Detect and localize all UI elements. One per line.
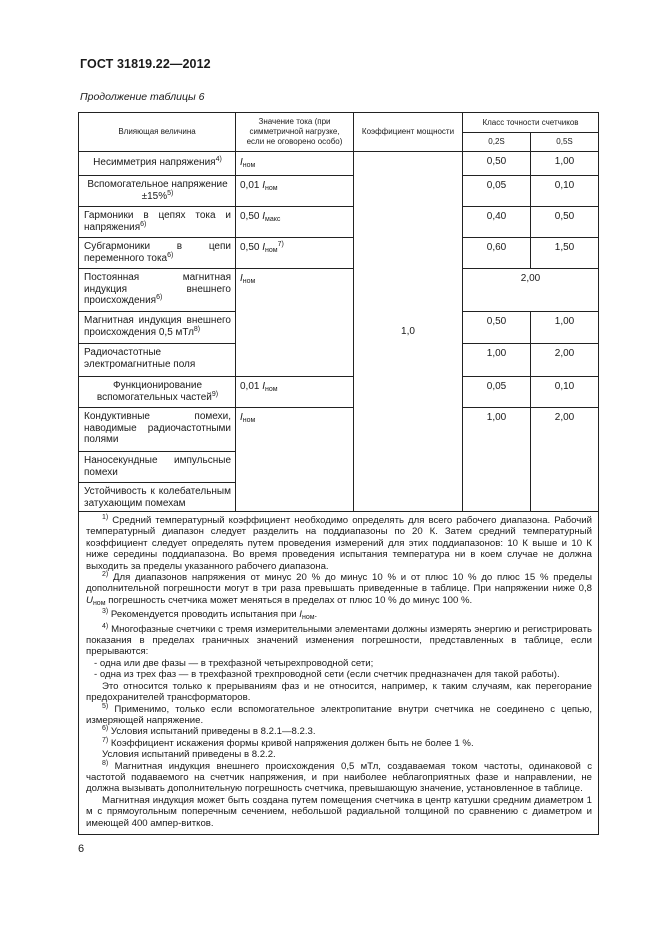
- header-power-factor: Коэффициент мощности: [353, 112, 463, 152]
- influence-cell: Вспомогательное напряжение ±15%$^{5)}$: [78, 175, 236, 207]
- footnote-7: $^{7)}$ Коэффициент искажения формы кривой напряжения должен быть не более 1 %.: [102, 736, 474, 749]
- influence-cell: Несимметрия напряжения$^{4)}$: [78, 151, 236, 176]
- page-number: 6: [78, 843, 85, 855]
- footnote-1: $^{1)}$ Средний температурный коэффициент необходимо определять для всего рабочего диапазона. Рабочий температурный диапазон следует разделить на поддиапазоны по 20 К. Затем средний температурный коэффициент следует определять путем проведения измерений для этих поддиапазонов: 10 К выше и 10 К ниже середины поддиапазона. Во время проведения испытания температура ни в коем случае не должна выходить за пределы указанного рабочего диапазона.: [86, 514, 592, 572]
- footnote-8-tail: Магнитная индукция может быть создана путем помещения счетчика в центр катушки средним диаметром 1 м с прямоугольным поперечным сечением, небольшой радиальной толщиной по сравнению с диаметром и имеющей 400 ампер-витков.: [86, 794, 592, 829]
- header-class-02s: 0,2S: [462, 132, 531, 152]
- table-footnotes: [78, 511, 599, 835]
- current-cell: 0,50 $I_{макс}$: [235, 206, 354, 238]
- influence-cell: Магнитная индукция внешнего происхождения 0,5 мТл$^{8)}$: [78, 311, 236, 344]
- current-cell: $I_{ном}$: [235, 151, 354, 176]
- footnote-3: $^{3)}$ Рекомендуется проводить испытания при $I_{ном}$.: [102, 608, 318, 622]
- influence-cell: Постоянная магнитная индукция внешнего происхождения$^{6)}$: [78, 268, 236, 312]
- influence-cell: Гармоники в цепях тока и напряжения$^{6)}$: [78, 206, 236, 238]
- value-02s: 1,00: [462, 407, 531, 512]
- footnote-4: $^{4)}$ Многофазные счетчики с тремя измерительными элементами должны измерять энергию и регистрировать показания в пределах граничных значений изменения погрешности, представленных в таблице, если прерываются:: [86, 622, 593, 658]
- influence-cell: Наносекундные импульсные помехи: [78, 451, 236, 483]
- value-05s: 1,00: [530, 151, 599, 176]
- influence-cell: Функционирование вспомогательных частей$^{9)}$: [78, 376, 236, 408]
- value-05s: 1,50: [530, 237, 599, 269]
- power-factor-cell: 1,0: [353, 151, 463, 512]
- footnote-4-item: - одна из трех фаз — в трехфазной трехпроводной сети (если счетчик предназначен для такой работы).: [94, 669, 560, 681]
- value-05s: 2,00: [530, 343, 599, 377]
- header-accuracy-class: Класс точности счетчиков: [462, 112, 599, 133]
- footnote-5: $^{5)}$ Применимо, только если вспомогательное электропитание внутри счетчика не соединено с цепью, измеряющей напряжение.: [86, 702, 592, 726]
- footnote-7-tail: Условия испытаний приведены в 8.2.2.: [102, 749, 276, 761]
- value-05s: 1,00: [530, 311, 599, 344]
- value-merged: 2,00: [462, 268, 599, 312]
- current-cell: 0,01 $I_{ном}$: [235, 175, 354, 207]
- footnote-8: $^{8)}$ Магнитная индукция внешнего происхождения 0,5 мТл, создаваемая током частоты, одинаковой с частотой подаваемого на счетчик напряжения, и при наиболее неблагоприятных фазе и направлении, не должна вызывать дополнительную погрешность счетчика, превышающую значение, установленное в таблице.: [86, 759, 593, 795]
- current-cell: 0,50 $I_{ном}^{7)}$: [235, 237, 354, 269]
- influence-cell: Субгармоники в цепи переменного тока$^{6)}$: [78, 237, 236, 269]
- document-code: ГОСТ 31819.22—2012: [80, 57, 211, 71]
- header-class-05s: 0,5S: [530, 132, 599, 152]
- header-current: Значение тока (при симметричной нагрузке, если не оговорено особо): [235, 112, 354, 152]
- influence-cell: Радиочастотные электромагнитные поля: [78, 343, 236, 377]
- influence-cell: Устойчивость к колебательным затухающим помехам: [78, 482, 236, 512]
- value-02s: 0,50: [462, 311, 531, 344]
- value-05s: 0,10: [530, 175, 599, 207]
- table-continuation-caption: Продолжение таблицы 6: [80, 91, 205, 103]
- value-05s: 0,50: [530, 206, 599, 238]
- header-influence: Влияющая величина: [78, 112, 236, 152]
- footnote-2: $^{2)}$ Для диапазонов напряжения от минус 20 % до минус 10 % и от плюс 10 % до плюс 15 % пределы дополнительной погрешности могут в три раза превышать приведенные в таблице. При напряжении ниже 0,8 $U_{ном}$ погрешность счетчика может меняться в пределах от плюс 10 % до минус 100 %.: [86, 571, 592, 607]
- value-02s: 1,00: [462, 343, 531, 377]
- footnote-4-item: - одна или две фазы — в трехфазной четырехпроводной сети;: [94, 657, 374, 669]
- value-02s: 0,60: [462, 237, 531, 269]
- current-cell: $I_{ном}$: [235, 407, 354, 512]
- footnote-4-tail: Это относится только к прерываниям фаз и не относится, например, к таким случаям, как перегорание предохранителей трансформаторов.: [86, 680, 592, 704]
- value-05s: 2,00: [530, 407, 599, 512]
- value-02s: 0,40: [462, 206, 531, 238]
- influence-cell: Кондуктивные помехи, наводимые радиочастотными полями: [78, 407, 236, 452]
- value-05s: 0,10: [530, 376, 599, 408]
- value-02s: 0,05: [462, 376, 531, 408]
- value-02s: 0,50: [462, 151, 531, 176]
- footnote-6: $^{6)}$ Условия испытаний приведены в 8.2.1—8.2.3.: [102, 725, 316, 738]
- current-cell: $I_{ном}$: [235, 268, 354, 377]
- current-cell: 0,01 $I_{ном}$: [235, 376, 354, 408]
- value-02s: 0,05: [462, 175, 531, 207]
